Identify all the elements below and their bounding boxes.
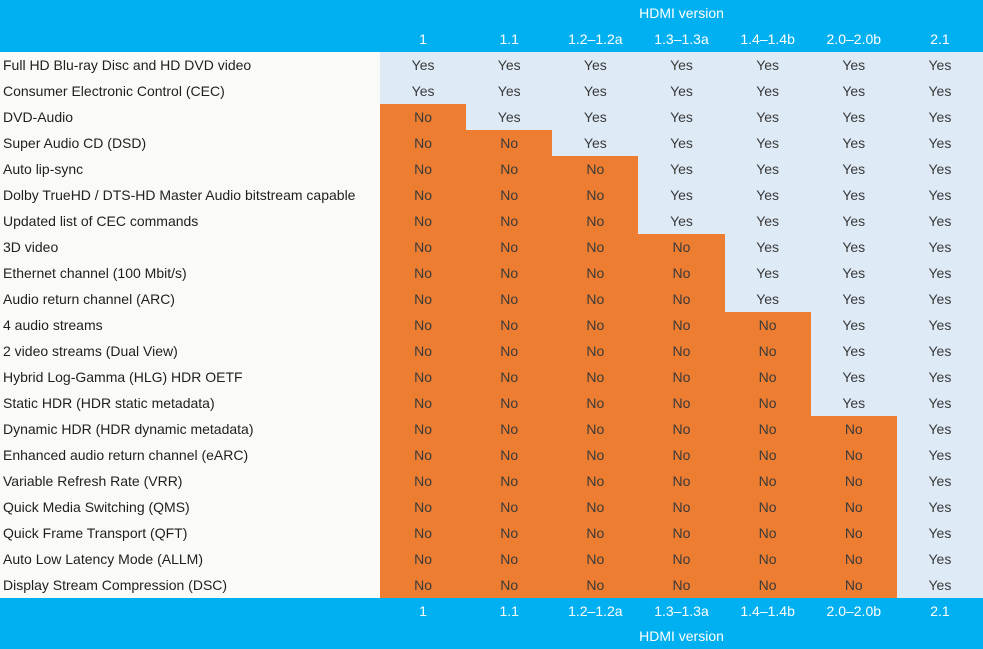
support-cell: No	[380, 390, 466, 416]
footer-column-header-2-1: 2.1	[930, 603, 950, 619]
feature-label: Auto lip-sync	[0, 156, 380, 182]
support-cell: Yes	[725, 208, 811, 234]
support-cell: No	[466, 260, 552, 286]
support-cell: Yes	[725, 104, 811, 130]
support-cell: No	[638, 520, 724, 546]
support-cell: No	[725, 364, 811, 390]
support-cell: No	[466, 286, 552, 312]
support-cell: No	[380, 182, 466, 208]
table-header	[0, 0, 983, 52]
feature-label: Consumer Electronic Control (CEC)	[0, 78, 380, 104]
feature-label: Ethernet channel (100 Mbit/s)	[0, 260, 380, 286]
support-cell: No	[466, 130, 552, 156]
support-cell: No	[380, 312, 466, 338]
table-title-top: HDMI version	[639, 5, 724, 21]
column-header-1-2: 1.2–1.2a	[568, 31, 623, 47]
support-cell: Yes	[897, 468, 983, 494]
support-cell: No	[638, 546, 724, 572]
support-cell: Yes	[725, 156, 811, 182]
support-cell: Yes	[897, 416, 983, 442]
support-cell: Yes	[811, 156, 897, 182]
support-cell: No	[811, 546, 897, 572]
support-cell: Yes	[897, 130, 983, 156]
support-cell: No	[811, 442, 897, 468]
support-cell: Yes	[725, 234, 811, 260]
support-cell: No	[811, 572, 897, 598]
support-cell: Yes	[897, 546, 983, 572]
support-cell: Yes	[897, 520, 983, 546]
support-cell: Yes	[725, 260, 811, 286]
support-cell: No	[725, 572, 811, 598]
feature-label: DVD-Audio	[0, 104, 380, 130]
support-cell: Yes	[552, 52, 638, 78]
support-cell: No	[466, 156, 552, 182]
footer-column-header-1-4: 1.4–1.4b	[740, 603, 795, 619]
support-cell: No	[552, 208, 638, 234]
feature-label: Dynamic HDR (HDR dynamic metadata)	[0, 416, 380, 442]
support-cell: No	[466, 208, 552, 234]
feature-label: Full HD Blu-ray Disc and HD DVD video	[0, 52, 380, 78]
support-cell: No	[552, 520, 638, 546]
support-cell: Yes	[897, 156, 983, 182]
support-cell: Yes	[811, 52, 897, 78]
footer-corner	[0, 598, 380, 624]
feature-label: Dolby TrueHD / DTS-HD Master Audio bitstream capable	[0, 182, 380, 208]
support-cell: No	[380, 468, 466, 494]
feature-label: Variable Refresh Rate (VRR)	[0, 468, 380, 494]
support-cell: Yes	[897, 572, 983, 598]
support-cell: No	[638, 234, 724, 260]
feature-label: Enhanced audio return channel (eARC)	[0, 442, 380, 468]
support-cell: Yes	[897, 182, 983, 208]
support-cell: No	[552, 494, 638, 520]
support-cell: Yes	[638, 52, 724, 78]
support-cell: No	[638, 286, 724, 312]
support-cell: No	[638, 364, 724, 390]
feature-label: Quick Media Switching (QMS)	[0, 494, 380, 520]
support-cell: Yes	[897, 364, 983, 390]
support-cell: No	[552, 286, 638, 312]
support-cell: Yes	[552, 78, 638, 104]
support-cell: Yes	[897, 390, 983, 416]
support-cell: No	[466, 312, 552, 338]
support-cell: Yes	[811, 104, 897, 130]
column-header-2-0: 2.0–2.0b	[826, 31, 882, 47]
support-cell: No	[552, 182, 638, 208]
footer-column-header-2-0: 2.0–2.0b	[826, 603, 882, 619]
support-cell: Yes	[725, 130, 811, 156]
column-header-1-3: 1.3–1.3a	[654, 31, 709, 47]
support-cell: No	[638, 494, 724, 520]
support-cell: Yes	[638, 156, 724, 182]
support-cell: No	[725, 442, 811, 468]
support-cell: No	[638, 312, 724, 338]
support-cell: Yes	[811, 286, 897, 312]
footer-column-header-1-2: 1.2–1.2a	[568, 603, 623, 619]
column-header-2-1: 2.1	[930, 31, 950, 47]
support-cell: No	[380, 260, 466, 286]
support-cell: No	[725, 494, 811, 520]
header-corner	[0, 0, 380, 26]
support-cell: No	[552, 260, 638, 286]
support-cell: No	[725, 546, 811, 572]
support-cell: Yes	[897, 208, 983, 234]
feature-label: Auto Low Latency Mode (ALLM)	[0, 546, 380, 572]
support-cell: No	[380, 546, 466, 572]
support-cell: Yes	[466, 52, 552, 78]
support-cell: No	[380, 572, 466, 598]
support-cell: Yes	[638, 78, 724, 104]
support-cell: No	[725, 312, 811, 338]
support-cell: No	[638, 416, 724, 442]
support-cell: No	[466, 442, 552, 468]
support-cell: Yes	[725, 78, 811, 104]
support-cell: No	[380, 442, 466, 468]
support-cell: No	[380, 208, 466, 234]
support-cell: No	[466, 520, 552, 546]
support-cell: Yes	[897, 260, 983, 286]
support-cell: No	[638, 468, 724, 494]
support-cell: No	[466, 338, 552, 364]
support-cell: No	[380, 130, 466, 156]
support-cell: No	[466, 494, 552, 520]
support-cell: No	[380, 364, 466, 390]
support-cell: Yes	[897, 286, 983, 312]
feature-label: Display Stream Compression (DSC)	[0, 572, 380, 598]
support-cell: Yes	[638, 104, 724, 130]
support-cell: Yes	[466, 78, 552, 104]
support-cell: Yes	[466, 104, 552, 130]
feature-label: Updated list of CEC commands	[0, 208, 380, 234]
footer-column-header-1-1: 1.1	[499, 603, 519, 619]
support-cell: No	[638, 338, 724, 364]
support-cell: Yes	[811, 390, 897, 416]
support-cell: No	[811, 468, 897, 494]
support-cell: Yes	[811, 78, 897, 104]
support-cell: Yes	[897, 104, 983, 130]
support-cell: Yes	[897, 442, 983, 468]
support-cell: No	[725, 416, 811, 442]
support-cell: No	[466, 572, 552, 598]
feature-label: Audio return channel (ARC)	[0, 286, 380, 312]
support-cell: Yes	[811, 208, 897, 234]
feature-label: 3D video	[0, 234, 380, 260]
support-cell: Yes	[552, 104, 638, 130]
column-header-1-4: 1.4–1.4b	[740, 31, 795, 47]
support-cell: Yes	[811, 182, 897, 208]
support-cell: Yes	[811, 260, 897, 286]
support-cell: No	[552, 442, 638, 468]
support-cell: No	[380, 520, 466, 546]
feature-label: Hybrid Log-Gamma (HLG) HDR OETF	[0, 364, 380, 390]
support-cell: No	[380, 234, 466, 260]
support-cell: No	[466, 182, 552, 208]
support-cell: No	[552, 312, 638, 338]
support-cell: Yes	[552, 130, 638, 156]
feature-label: Static HDR (HDR static metadata)	[0, 390, 380, 416]
support-cell: Yes	[725, 286, 811, 312]
support-matrix	[0, 52, 983, 598]
support-cell: No	[552, 546, 638, 572]
support-cell: No	[466, 546, 552, 572]
support-cell: Yes	[725, 52, 811, 78]
table-title-bottom: HDMI version	[639, 628, 724, 644]
support-cell: Yes	[811, 130, 897, 156]
support-cell: No	[725, 390, 811, 416]
feature-label: 4 audio streams	[0, 312, 380, 338]
support-cell: No	[380, 286, 466, 312]
support-cell: No	[380, 156, 466, 182]
support-cell: No	[380, 416, 466, 442]
support-cell: No	[638, 572, 724, 598]
support-cell: No	[638, 390, 724, 416]
feature-label: Quick Frame Transport (QFT)	[0, 520, 380, 546]
support-cell: Yes	[897, 234, 983, 260]
support-cell: No	[380, 338, 466, 364]
support-cell: Yes	[811, 312, 897, 338]
footer-column-header-1-3: 1.3–1.3a	[654, 603, 709, 619]
support-cell: Yes	[638, 208, 724, 234]
support-cell: No	[552, 338, 638, 364]
support-cell: Yes	[638, 130, 724, 156]
header-corner	[0, 26, 380, 52]
support-cell: No	[552, 364, 638, 390]
feature-label: Super Audio CD (DSD)	[0, 130, 380, 156]
support-cell: No	[552, 234, 638, 260]
footer-corner	[0, 624, 380, 649]
support-cell: No	[811, 494, 897, 520]
feature-label: 2 video streams (Dual View)	[0, 338, 380, 364]
support-cell: No	[725, 520, 811, 546]
footer-column-header-1: 1	[419, 603, 427, 619]
support-cell: Yes	[638, 182, 724, 208]
support-cell: No	[552, 156, 638, 182]
support-cell: No	[466, 390, 552, 416]
support-cell: No	[552, 468, 638, 494]
support-cell: No	[725, 468, 811, 494]
support-cell: Yes	[811, 234, 897, 260]
support-cell: No	[725, 338, 811, 364]
support-cell: No	[380, 494, 466, 520]
support-cell: No	[466, 364, 552, 390]
support-cell: Yes	[811, 338, 897, 364]
support-cell: Yes	[897, 312, 983, 338]
table-footer	[0, 598, 983, 649]
support-cell: No	[811, 416, 897, 442]
support-cell: No	[552, 572, 638, 598]
support-cell: Yes	[811, 364, 897, 390]
support-cell: Yes	[897, 52, 983, 78]
support-cell: Yes	[897, 494, 983, 520]
column-header-1-1: 1.1	[499, 31, 519, 47]
support-cell: No	[638, 260, 724, 286]
support-cell: No	[811, 520, 897, 546]
support-cell: Yes	[380, 52, 466, 78]
support-cell: No	[466, 234, 552, 260]
support-cell: No	[466, 416, 552, 442]
support-cell: Yes	[380, 78, 466, 104]
support-cell: Yes	[897, 78, 983, 104]
support-cell: No	[552, 416, 638, 442]
support-cell: No	[552, 390, 638, 416]
support-cell: Yes	[897, 338, 983, 364]
column-header-1: 1	[419, 31, 427, 47]
support-cell: No	[638, 442, 724, 468]
support-cell: No	[466, 468, 552, 494]
support-cell: No	[380, 104, 466, 130]
support-cell: Yes	[725, 182, 811, 208]
